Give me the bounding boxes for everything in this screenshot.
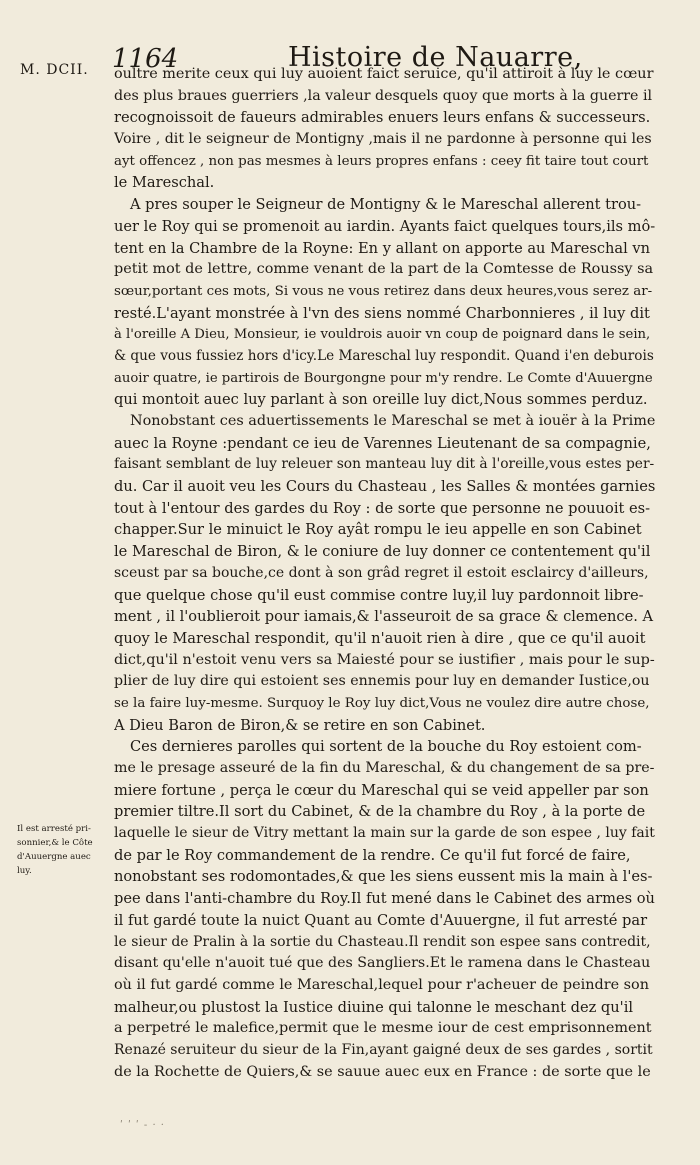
text-line: Ces dernieres parolles qui sortent de la bouche du Roy estoient com- — [130, 738, 642, 756]
text-line: & que vous fussiez hors d'icy.Le Mareschal luy respondit. Quand i'en deburois — [114, 347, 654, 364]
text-line: malheur,ou plustost la Iustice diuine qui talonne le meschant dez qu'il — [114, 998, 634, 1016]
running-title: Histoire de Nauarre, — [288, 42, 583, 73]
margin-note-line: luy. — [17, 866, 32, 876]
text-line: dict,qu'il n'estoit venu vers sa Maiesté pour se iustifier , mais pour le sup- — [114, 651, 655, 668]
text-line: il fut gardé toute la nuict Quant au Comte d'Auuergne, il fut arresté par — [114, 911, 648, 929]
year-marginal: M. DCII. — [20, 62, 89, 78]
text-line: faisant semblant de luy releuer son manteau luy dit à l'oreille,vous estes per- — [114, 456, 655, 473]
text-line: auec la Royne :pendant ce ieu de Varennes Lieutenant de sa compagnie, — [114, 434, 651, 452]
text-line: nonobstant ses rodomontades,& que les siens eussent mis la main à l'es- — [114, 868, 653, 886]
text-line: ayt offencez , non pas mesmes à leurs propres enfans : ceey fit taire tout court — [114, 153, 649, 169]
text-line: A Dieu Baron de Biron,& se retire en son Cabinet. — [114, 716, 486, 734]
text-line: le sieur de Pralin à la sortie du Chasteau.Il rendit son espee sans contredit, — [114, 933, 651, 950]
body-text — [114, 64, 655, 1083]
text-line: a perpetré le malefice,permit que le mesme iour de cest emprisonnement — [114, 1020, 652, 1037]
text-line: auoir quatre, ie partirois de Bourgongne pour m'y rendre. Le Comte d'Auuergne — [114, 370, 653, 386]
text-line: qui montoit auec luy parlant à son oreille luy dict,Nous sommes perduz. — [114, 391, 648, 409]
text-line: Renazé seruiteur du sieur de la Fin,ayant gaigné deux de ses gardes , sortit — [114, 1041, 653, 1058]
text-line: premier tiltre.Il sort du Cabinet, & de la chambre du Roy , à la porte de — [114, 803, 646, 821]
margin-note — [17, 822, 107, 878]
text-line: chapper.Sur le minuict le Roy ayât rompu le ieu appelle en son Cabinet — [114, 521, 642, 539]
text-line: uer le Roy qui se promenoit au iardin. Ayants faict quelques tours,ils mô- — [114, 217, 655, 235]
text-line: du. Car il auoit veu les Cours du Chasteau , les Salles & montées garnies — [114, 478, 655, 496]
text-line: le Mareschal. — [114, 174, 215, 192]
text-line: resté.L'ayant monstrée à l'vn des siens nommé Charbonnieres , il luy dit — [114, 304, 650, 322]
text-line: petit mot de lettre, comme venant de la part de la Comtesse de Roussy sa — [114, 261, 654, 278]
text-line: ment , il l'oublieroit pour iamais,& l'asseuroit de sa grace & clemence. A — [114, 608, 654, 626]
text-line: tout à l'entour des gardes du Roy : de sorte que personne ne pouuoit es- — [114, 499, 651, 517]
page-number: 1164 — [112, 44, 179, 74]
text-line: sceust par sa bouche,ce dont à son grâd regret il estoit esclaircy d'ailleurs, — [114, 564, 649, 581]
text-line: me le presage asseuré de la fin du Mareschal, & du changement de sa pre- — [114, 760, 655, 776]
text-line: de la Rochette de Quiers,& se sauue auec eux en France : de sorte que le — [114, 1063, 651, 1080]
text-line: des plus braues guerriers ,la valeur desquels quoy que morts à la guerre il — [114, 87, 653, 104]
text-line: A pres souper le Seigneur de Montigny & le Mareschal allerent trou- — [130, 196, 642, 214]
text-line: sœur,portant ces mots, Si vous ne vous retirez dans deux heures,vous serez ar- — [114, 283, 653, 299]
text-line: se la faire luy-mesme. Surquoy le Roy luy dict,Vous ne voulez dire autre chose, — [114, 695, 650, 711]
text-line: Nonobstant ces aduertissements le Mareschal se met à iouër à la Prime — [130, 413, 655, 429]
text-line: quoy le Mareschal respondit, qu'il n'auoit rien à dire , que ce qu'il auoit — [114, 629, 646, 647]
text-line: disant qu'elle n'auoit tué que des Sangliers.Et le ramena dans le Chasteau — [114, 955, 651, 972]
text-line: recognoissoit de faueurs admirables enuers leurs enfans & successeurs. — [114, 109, 651, 127]
margin-note-line: Il est arresté pri- — [17, 824, 91, 834]
text-line: miere fortune , perça le cœur du Mareschal qui se veid appeller par son — [114, 781, 649, 799]
page-bottom-mark: ʹ ʹ ʹ - · · — [120, 1120, 165, 1131]
text-line: oultre merite ceux qui luy auoient faict seruice, qu'il attiroit à luy le cœur — [114, 66, 654, 82]
text-line: à l'oreille A Dieu, Monsieur, ie vouldrois auoir vn coup de poignard dans le sein, — [114, 327, 651, 343]
text-line: où il fut gardé comme le Mareschal,lequel pour r'acheuer de peindre son — [114, 976, 649, 993]
text-line: de par le Roy commandement de la rendre. Ce qu'il fut forcé de faire, — [114, 846, 631, 864]
text-line: laquelle le sieur de Vitry mettant la main sur la garde de son espee , luy fait — [114, 825, 655, 842]
text-line: tent en la Chambre de la Royne: En y allant on apporte au Mareschal vn — [114, 239, 651, 257]
text-line: plier de luy dire qui estoient ses ennemis pour luy en demander Iustice,ou — [114, 673, 650, 690]
margin-note-line: sonnier,& le Côte — [17, 838, 93, 848]
text-line: pee dans l'anti-chambre du Roy.Il fut mené dans le Cabinet des armes où — [114, 890, 655, 908]
text-line: le Mareschal de Biron, & le coniure de luy donner ce contentement qu'il — [114, 543, 651, 561]
text-line: que quelque chose qu'il eust commise contre luy,il luy pardonnoit libre- — [114, 586, 644, 604]
text-line: Voire , dit le seigneur de Montigny ,mais il ne pardonne à personne qui les — [114, 131, 652, 148]
margin-note-line: d'Auuergne auec — [17, 852, 91, 862]
